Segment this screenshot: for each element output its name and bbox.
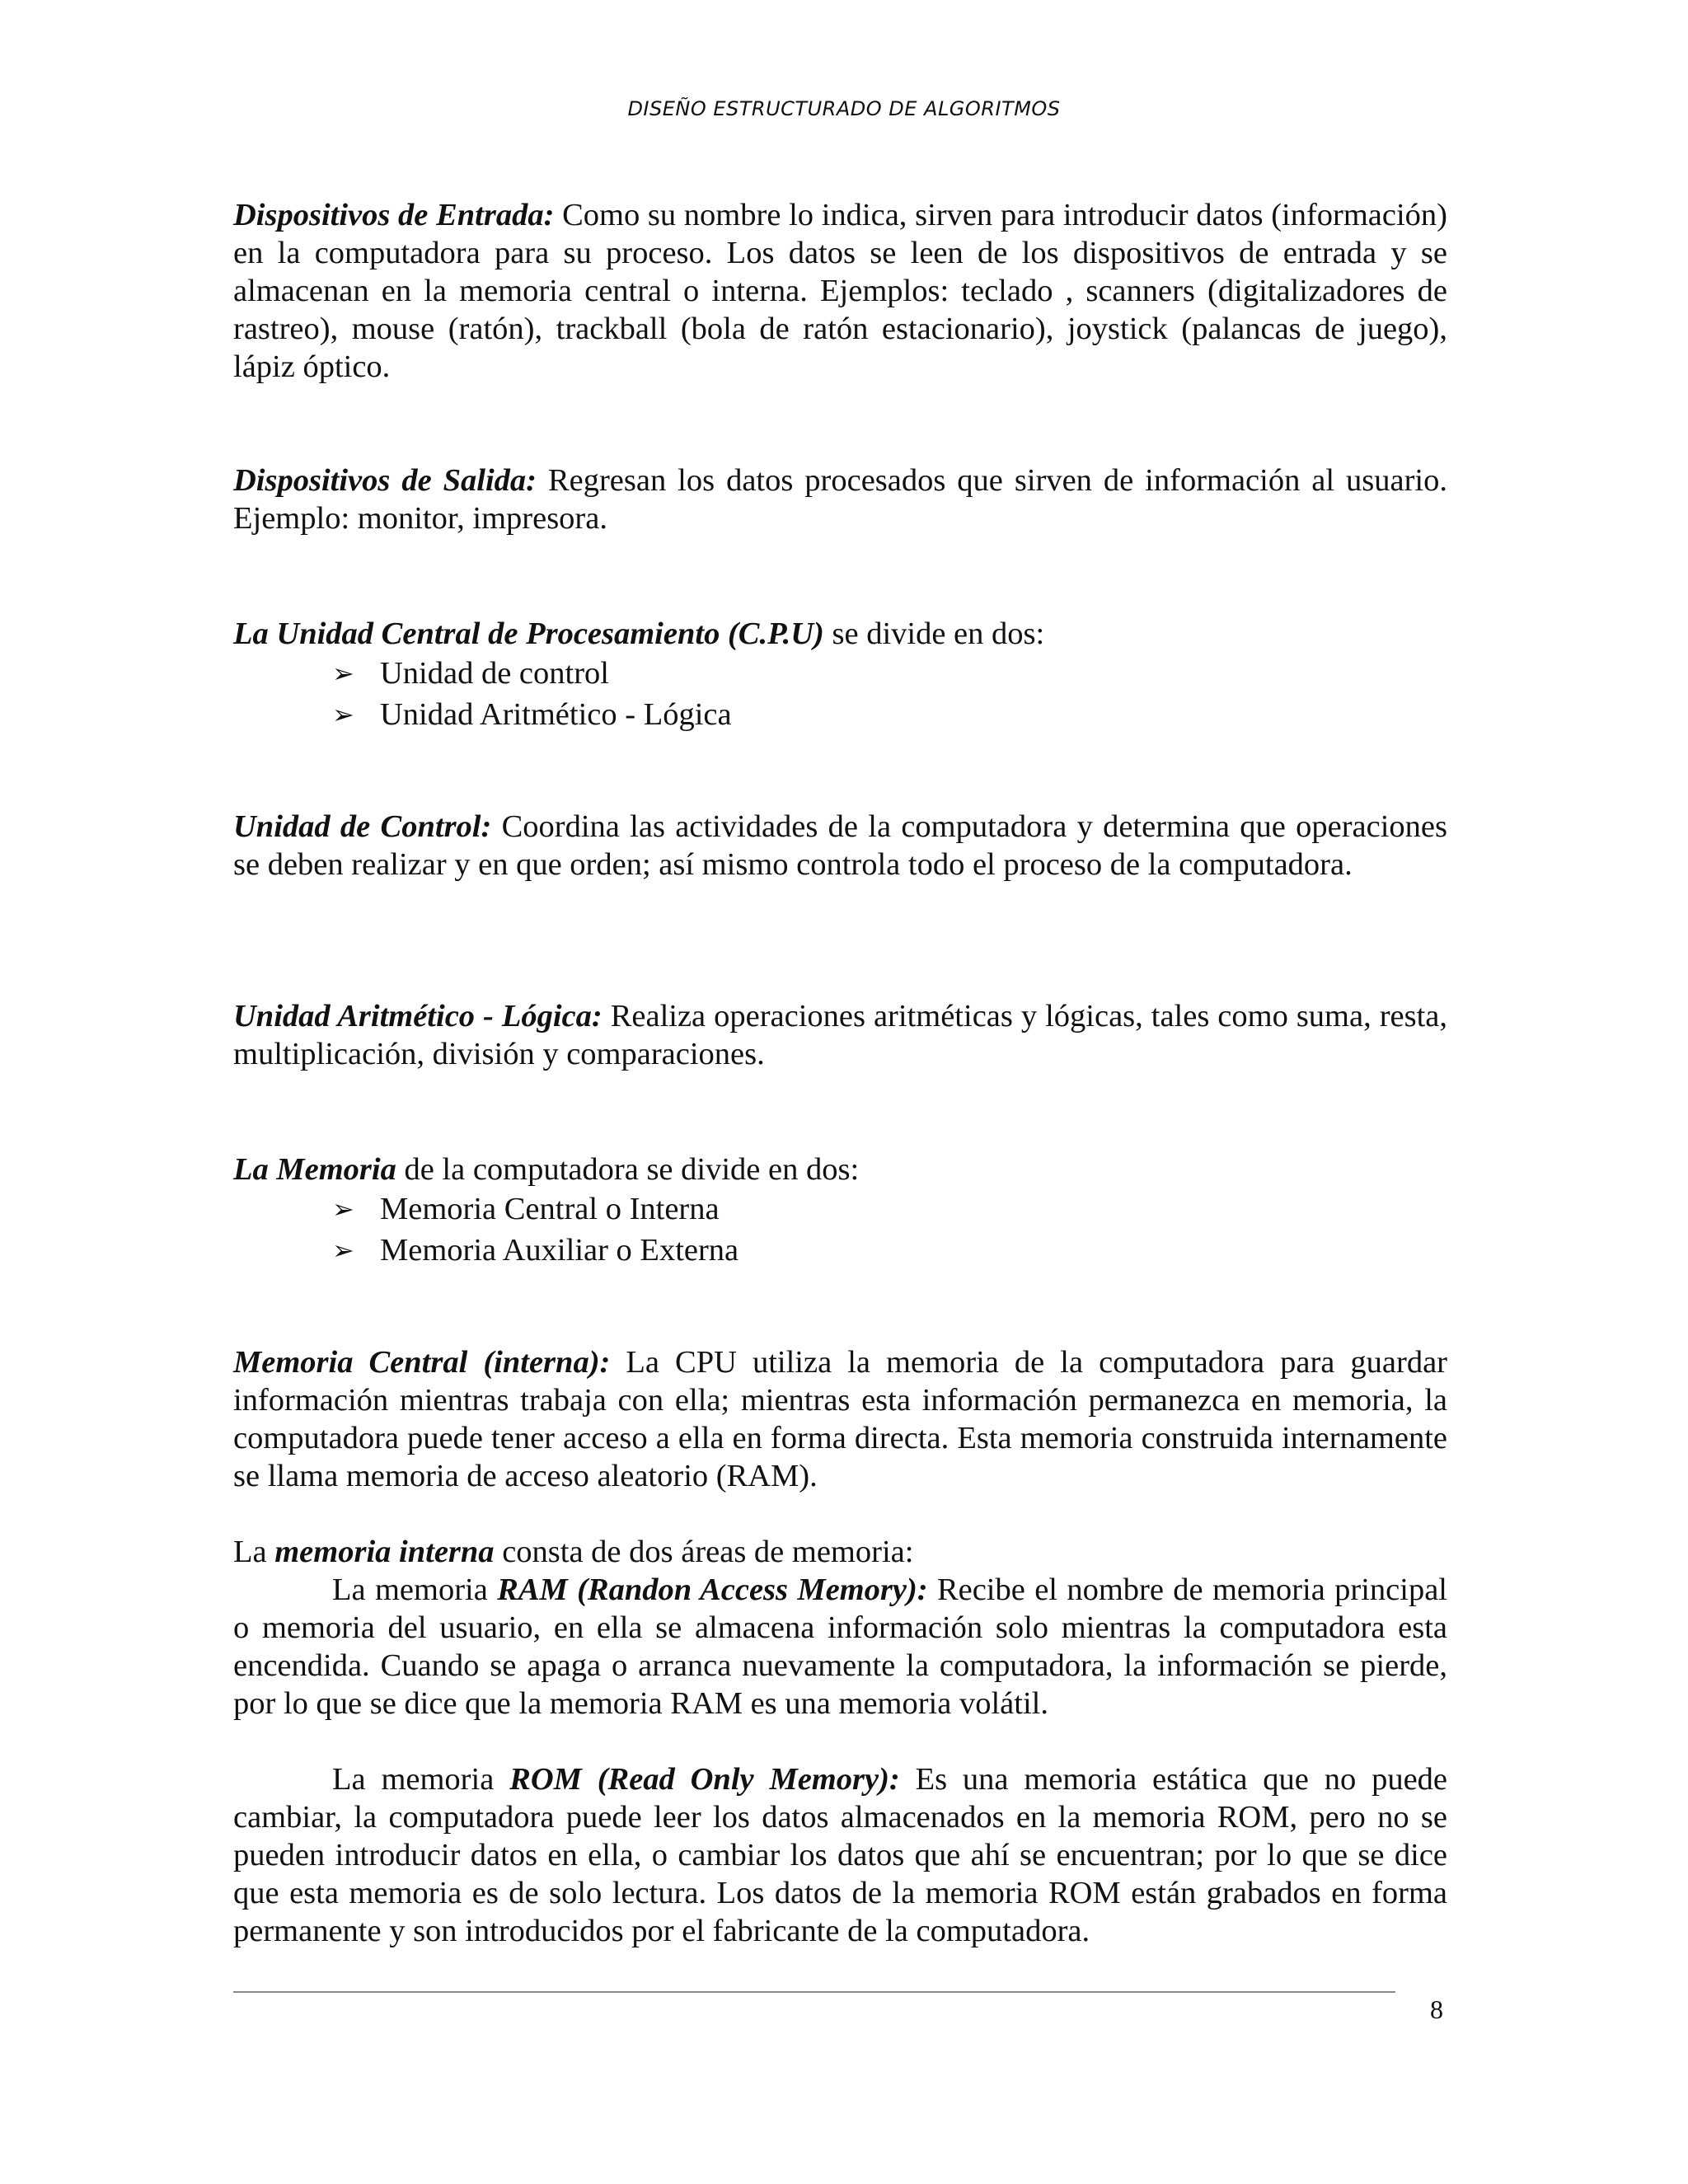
arrow-bullet-icon: ➢ — [332, 1235, 354, 1266]
paragraph — [233, 1151, 1447, 1188]
term-heading: memoria interna — [274, 1535, 495, 1569]
paragraph — [233, 462, 1447, 537]
term-heading: Memoria Central (interna): — [233, 1345, 611, 1380]
bullet-list — [233, 1188, 1447, 1271]
paragraph-text: consta de dos áreas de memoria: — [494, 1535, 914, 1569]
paragraph — [233, 997, 1447, 1073]
paragraph-text: de la computadora se divide en dos: — [396, 1152, 860, 1187]
list-item — [332, 653, 1447, 694]
paragraph-prefix: La memoria — [332, 1572, 498, 1607]
section-cpu — [233, 615, 1447, 735]
arrow-bullet-icon: ➢ — [332, 1193, 354, 1225]
term-heading: La Unidad Central de Procesamiento (C.P.U) — [233, 616, 824, 651]
paragraph — [233, 196, 1447, 386]
arrow-bullet-icon: ➢ — [332, 699, 354, 730]
paragraph-text: Realiza operaciones aritméticas y lógicas, tales como suma, resta, multiplicación, división y comparaciones. — [233, 999, 1447, 1071]
section-alu — [233, 997, 1447, 1073]
term-heading: Dispositivos de Salida: — [233, 463, 537, 498]
paragraph-text: se divide en dos: — [823, 616, 1045, 651]
term-heading: Unidad Aritmético - Lógica: — [233, 999, 603, 1033]
section-control-unit — [233, 808, 1447, 883]
list-item-text: Unidad de control — [380, 656, 609, 691]
term-heading: ROM (Read Only Memory): — [509, 1762, 900, 1797]
term-heading: Unidad de Control: — [233, 809, 492, 844]
paragraph-text: Coordina las actividades de la computadora y determina que operaciones se deben realizar y en que orden; así mismo controla todo el proceso de la computadora. — [233, 809, 1447, 882]
term-heading: Dispositivos de Entrada: — [233, 198, 555, 232]
paragraph — [233, 615, 1447, 653]
paragraph-text: Es una memoria estática que no puede cambiar, la computadora puede leer los datos almacenados en la memoria ROM, pero no se pueden introducir datos en ella, o cambiar los datos que ahí se encuentran; por lo que se dice que esta memoria es de solo lectura. Los datos de la memoria ROM están grabados en forma permanente y son introducidos por el fabricante de la computadora. — [233, 1762, 1447, 1948]
paragraph-ram — [233, 1571, 1447, 1722]
paragraph-prefix: La — [233, 1535, 275, 1569]
list-item-text: Memoria Central o Interna — [380, 1192, 720, 1226]
list-item — [332, 1188, 1447, 1230]
list-item-text: Memoria Auxiliar o Externa — [380, 1233, 739, 1268]
section-rom — [233, 1760, 1447, 1950]
paragraph-text: Como su nombre lo indica, sirven para introducir datos (información) en la computadora para su proceso. Los datos se leen de los dispositivos de entrada y se almacenan en la memoria central o interna. Ejemplos: teclado , scanners (digitalizadores de rastreo), mouse (ratón), trackball (bola de ratón estacionario), joystick (palancas de juego), lápiz óptico. — [233, 198, 1448, 384]
list-item-text: Unidad Aritmético - Lógica — [380, 697, 732, 732]
paragraph-text: Regresan los datos procesados que sirven de información al usuario. Ejemplo: monitor, impresora. — [233, 463, 1447, 536]
paragraph — [233, 808, 1447, 883]
arrow-bullet-icon: ➢ — [332, 658, 354, 689]
paragraph-text: La CPU utiliza la memoria de la computadora para guardar información mientras trabaja con ella; mientras esta información permanezca en memoria, la computadora puede tener acceso a ella en forma directa. Esta memoria construida internamente se llama memoria de acceso aleatorio (RAM). — [233, 1345, 1447, 1493]
section-internal-memory — [233, 1533, 1447, 1722]
list-item — [332, 694, 1447, 735]
term-heading: La Memoria — [233, 1152, 396, 1187]
paragraph — [233, 1343, 1447, 1495]
section-output-devices — [233, 462, 1447, 537]
page-number: 8 — [1430, 1994, 1443, 2024]
paragraph-prefix: La memoria — [332, 1762, 510, 1797]
section-central-memory — [233, 1343, 1447, 1495]
bullet-list — [233, 653, 1447, 735]
running-header: DISEÑO ESTRUCTURADO DE ALGORITMOS — [627, 97, 1061, 120]
section-memory — [233, 1151, 1447, 1271]
paragraph-rom — [233, 1760, 1447, 1950]
paragraph — [233, 1533, 1447, 1571]
term-heading: RAM (Randon Access Memory): — [497, 1572, 928, 1607]
paragraph-text: Recibe el nombre de memoria principal o memoria del usuario, en ella se almacena información solo mientras la computadora esta encendida. Cuando se apaga o arranca nuevamente la computadora, la información se pierde, por lo que se dice que la memoria RAM es una memoria volátil. — [233, 1572, 1447, 1721]
section-input-devices — [233, 196, 1447, 386]
footer-divider — [233, 1991, 1395, 1993]
list-item — [332, 1230, 1447, 1271]
